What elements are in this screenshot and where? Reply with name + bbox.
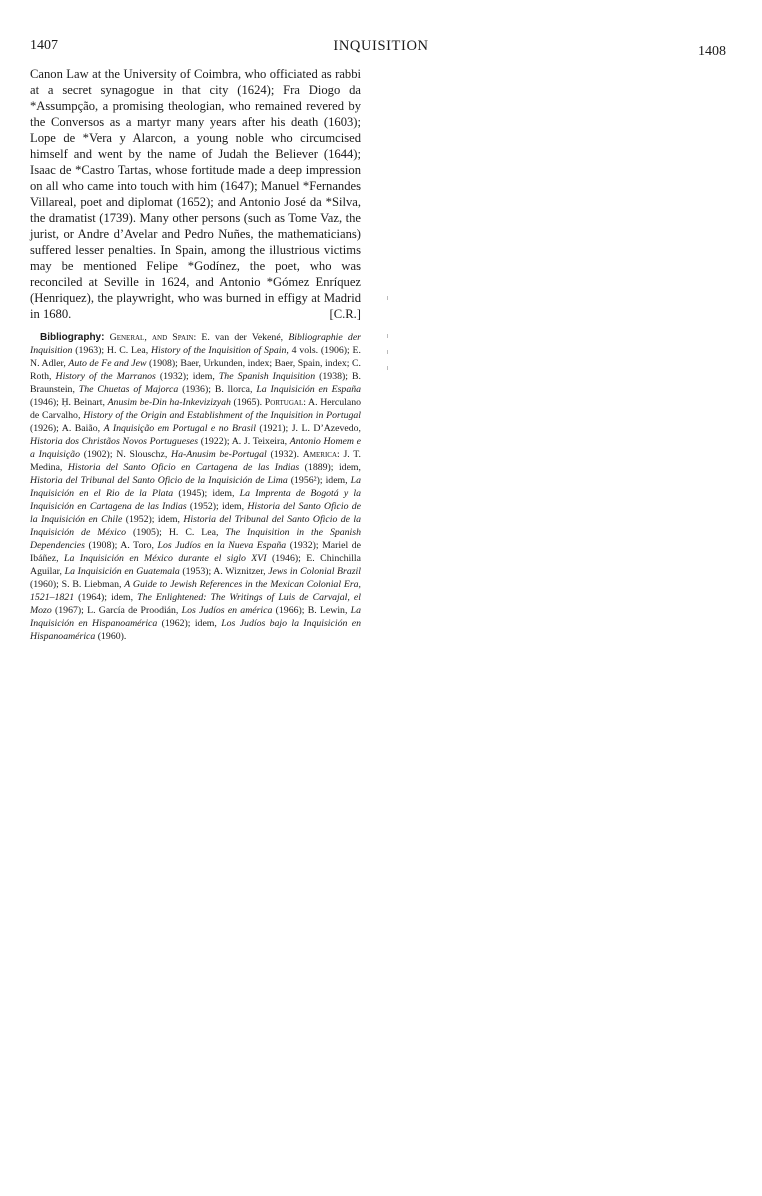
bib-text: (1952); idem, [122, 514, 184, 525]
scan-mark [387, 334, 388, 338]
bib-text: (1946); Ḥ. Beinart, [30, 397, 108, 408]
bib-text: (1960); S. B. Liebman, [30, 579, 125, 590]
scan-mark [387, 296, 388, 300]
bib-text: (1932); idem, [155, 371, 219, 382]
bib-text: (1953); A. Wiznitzer, [179, 566, 269, 577]
section-label-america: America [302, 449, 338, 460]
bib-title: Los Judíos en la Nueva España [157, 540, 287, 551]
bib-title: Jews in Colonial Brazil [268, 566, 362, 577]
bib-text: (1921); J. L. D’Azevedo, [255, 423, 361, 434]
bibliography-heading: Bibliography: [40, 332, 105, 343]
bib-title: Historia del Tribunal del Santo Oficio de la Inquisición de Lima [30, 475, 288, 486]
bibliography [30, 331, 361, 643]
bib-text: (1962); idem, [157, 618, 222, 629]
right-page-number: 1408 [698, 44, 726, 59]
bib-title: Los Judíos en américa [181, 605, 273, 616]
bib-text: (1908); Baer, Urkunden, index; Baer, Spain, index; C. Roth, [30, 358, 361, 382]
bib-title: Historia dos Christãos Novos Portugueses [30, 436, 199, 447]
text-column [30, 66, 361, 643]
bib-title: History of the Origin and Establishment of the Inquisition in Portugal [83, 410, 361, 421]
bib-title: Historia del Santo Oficio en Cartagena de las Indias [67, 462, 300, 473]
left-page-number: 1407 [30, 38, 58, 53]
bib-text: (1964); idem, [74, 592, 138, 603]
bib-text: (1932); Mariel de Ibáñez, [30, 540, 361, 564]
bib-text: (1963); H. C. Lea, [72, 345, 151, 356]
bib-title: Auto de Fe and Jew [68, 358, 147, 369]
bib-text: (1932). [266, 449, 303, 460]
bib-text: (1952); idem, [186, 501, 248, 512]
bib-text: (1902); N. Slouschz, [79, 449, 172, 460]
bib-title: A Inquisição em Portugal e no Brasil [103, 423, 256, 434]
bib-title: Antonio Homem e a Inquisição [30, 436, 361, 460]
bib-title: The Chuetas of Majorca [78, 384, 179, 395]
bib-text: (1965). [230, 397, 265, 408]
bib-title: Anusim be-Din ha-Inkevizizyah [107, 397, 231, 408]
bib-text: (1946); E. Chinchilla Aguilar, [30, 553, 361, 577]
scan-mark [387, 366, 388, 370]
bib-title: La Inquisición en el Rio de la Plata [30, 475, 361, 499]
bib-text: (1945); idem, [173, 488, 240, 499]
section-label-general: General, and Spain [109, 332, 194, 343]
bib-title: La Inquisición en Hispanoamérica [30, 605, 361, 629]
bib-text: : A. Herculano de Carvalho, [30, 397, 362, 421]
bib-title: La Inquisición en España [256, 384, 362, 395]
running-head-title: INQUISITION [333, 38, 429, 54]
bib-text: (1966); B. Lewin, [272, 605, 351, 616]
bib-text: (1908); A. Toro, [84, 540, 158, 551]
bib-title: History of the Inquisition of Spain, [150, 345, 289, 356]
section-label-portugal: Portugal [264, 397, 304, 408]
bib-title: The Inquisition in the Spanish Dependencies [30, 527, 361, 551]
bib-text: (1956²); idem, [287, 475, 351, 486]
bib-title: Historia del Santo Oficio de la Inquisición en Chile [30, 501, 361, 525]
bib-title: Bibliographie der Inquisition [30, 332, 361, 356]
bib-text: (1960). [95, 631, 127, 642]
bib-text: (1936); B. llorca, [178, 384, 257, 395]
bib-title: La Inquisición en México durante el siglo XVI [64, 553, 267, 564]
bib-text: (1905); H. C. Lea, [126, 527, 226, 538]
bib-title: The Spanish Inquisition [218, 371, 316, 382]
bib-text: (1922); A. J. Teixeira, [198, 436, 290, 447]
bib-text: (1926); A. Baião, [30, 423, 104, 434]
author-signature: [C.R.] [329, 307, 361, 321]
bib-title: A Guide to Jewish References in the Mexican Colonial Era, 1521–1821 [30, 579, 362, 603]
bib-title: La Inquisición en Guatemala [64, 566, 180, 577]
paragraph-text: Canon Law at the University of Coimbra, who officiated as rabbi at a secret synagogue in that city (1624); Fra Diogo da *Assumpção, a promising theologian, who remained revered by the Conversos as a martyr many years after his death (1603); Lope de *Vera y Alarcon, a young noble who circumcised himself and went by the name of Judah the Believer (1644); Isaac de *Castro Tartas, whose fortitude made a deep impression on all who came into touch with him (1647); Manuel *Fernandes Villareal, poet and diplomat (1652); and Antonio José da *Silva, the dramatist (1739). Many other persons (such as Tome Vaz, the jurist, or Andre d’Avelar and Pedro Nuñes, the mathematicians) suffered lesser penalties. In Spain, among the illustrious victims may be mentioned Felipe *Godínez, the poet, who was reconciled at Seville in 1624, and Antonio *Gómez Enríquez (Henriquez), the playwright, who was burned in effigy at Madrid in 1680. [30, 67, 361, 321]
bib-text: : E. van der Vekené, [193, 332, 289, 343]
bib-title: History of the Marranos [55, 371, 156, 382]
article-paragraph [30, 66, 361, 322]
bib-text: (1889); idem, [299, 462, 362, 473]
scan-mark [387, 350, 388, 354]
scan-margin-marks [387, 296, 393, 376]
bib-text: (1938); B. Braunstein, [30, 371, 362, 395]
bib-text: 4 vols. (1906); E. N. Adler, [30, 345, 361, 369]
bib-title: Los Judíos bajo la Inquisición en Hispanoamérica [30, 618, 361, 642]
bib-title: Historia del Tribunal del Santo Oficio de la Inquisición de México [30, 514, 361, 538]
bib-title: The Enlightened: The Writings of Luis de Carvajal, el Mozo [30, 592, 361, 616]
bib-title: Ha-Anusim be-Portugal [171, 449, 267, 460]
bib-title: La Imprenta de Bogotá y la Inquisición en Cartagena de las Indias [30, 488, 361, 512]
bib-text: : J. T. Medina, [30, 449, 361, 473]
bib-text: (1967); L. García de Proodián, [51, 605, 182, 616]
